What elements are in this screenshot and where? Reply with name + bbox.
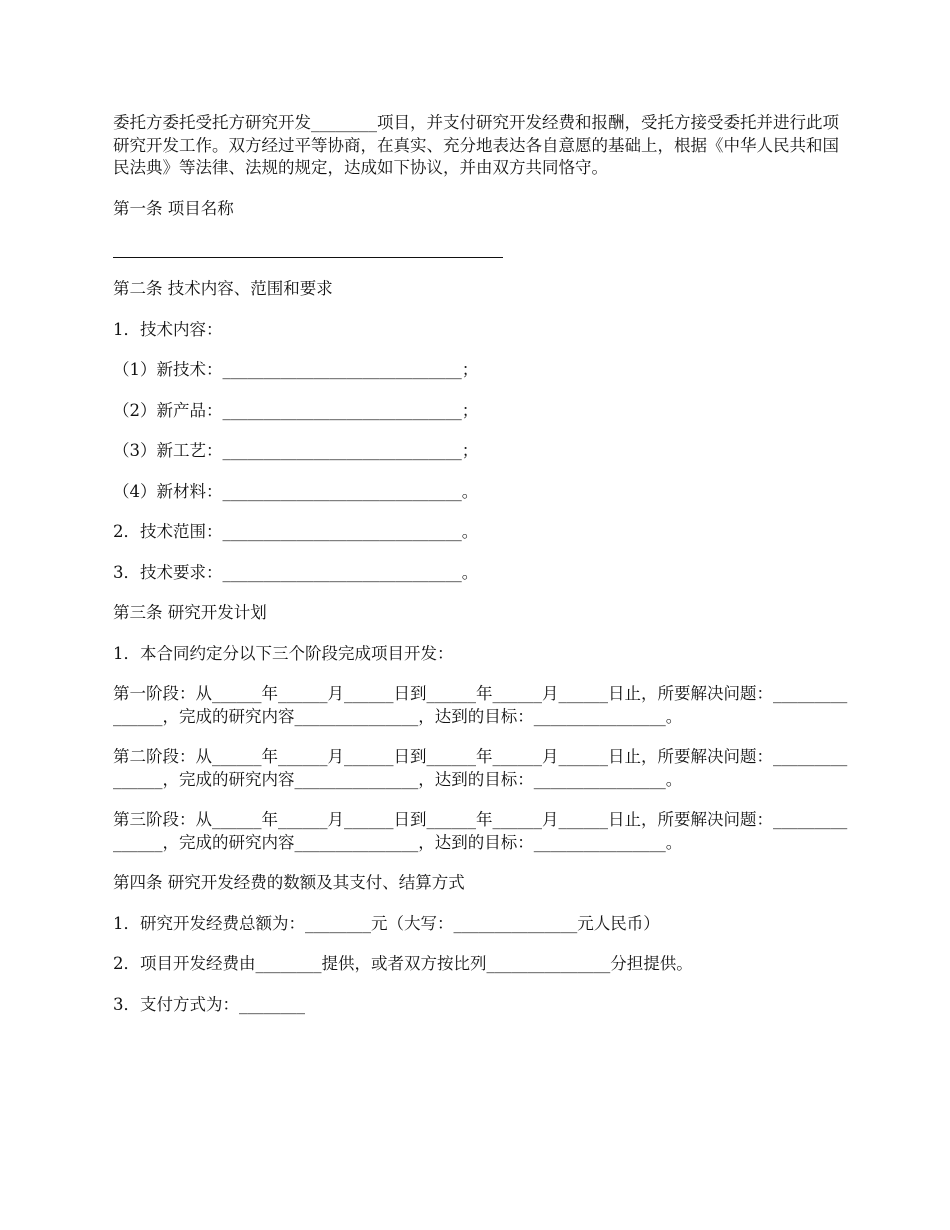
payment-method-line: 3．支付方式为：________ — [113, 994, 305, 1014]
intro-paragraph: 委托方委托受托方研究开发________项目，并支付研究开发经费和报酬，受托方接受委托并进行此项研究开发工作。双方经过平等协商，在真实、充分地表达各自意愿的基础上，根据《中华人民共和国民法典》等法律、法规的规定，达成如下协议，并由双方共同恪守。 — [113, 113, 839, 177]
project-name-underline — [113, 257, 503, 258]
project-name-blank — [113, 238, 848, 262]
tech-content-heading: 1．技术内容： — [113, 319, 223, 339]
article-1-title: 第一条 项目名称 — [113, 198, 234, 218]
tech-requirement-line: 3．技术要求：_____________________________。 — [113, 562, 479, 582]
total-funding-line: 1．研究开发经费总额为：________元（大写：_______________元人民币） — [113, 913, 660, 933]
stage-2-paragraph: 第二阶段：从______年______月______日到______年______月______日止，所要解决问题：_______________，完成的研究内容_______________，达到的目标：________________。 — [113, 747, 848, 789]
new-product-line: （2）新产品：_____________________________； — [113, 400, 479, 420]
tech-scope-line: 2．技术范围：_____________________________。 — [113, 522, 479, 541]
stages-intro-line: 1．本合同约定分以下三个阶段完成项目开发： — [113, 643, 454, 663]
article-2-title: 第二条 技术内容、范围和要求 — [113, 279, 333, 298]
contract-page — [113, 112, 848, 1034]
stage-3-paragraph: 第三阶段：从______年______月______日到______年______月______日止，所要解决问题：_______________，完成的研究内容_______________，达到的目标：________________。 — [113, 810, 848, 852]
new-process-line: （3）新工艺：_____________________________； — [113, 441, 479, 460]
article-3-title: 第三条 研究开发计划 — [113, 603, 267, 622]
stage-1-paragraph: 第一阶段：从______年______月______日到______年______月______日止，所要解决问题：_______________，完成的研究内容_______________，达到的目标：________________。 — [113, 684, 848, 726]
funding-provider-line: 2．项目开发经费由________提供，或者双方按比列_______________分担提供。 — [113, 954, 693, 973]
new-material-line: （4）新材料：_____________________________。 — [113, 481, 479, 501]
article-4-title: 第四条 研究开发经费的数额及其支付、结算方式 — [113, 873, 465, 892]
new-technology-line: （1）新技术：_____________________________； — [113, 360, 479, 379]
